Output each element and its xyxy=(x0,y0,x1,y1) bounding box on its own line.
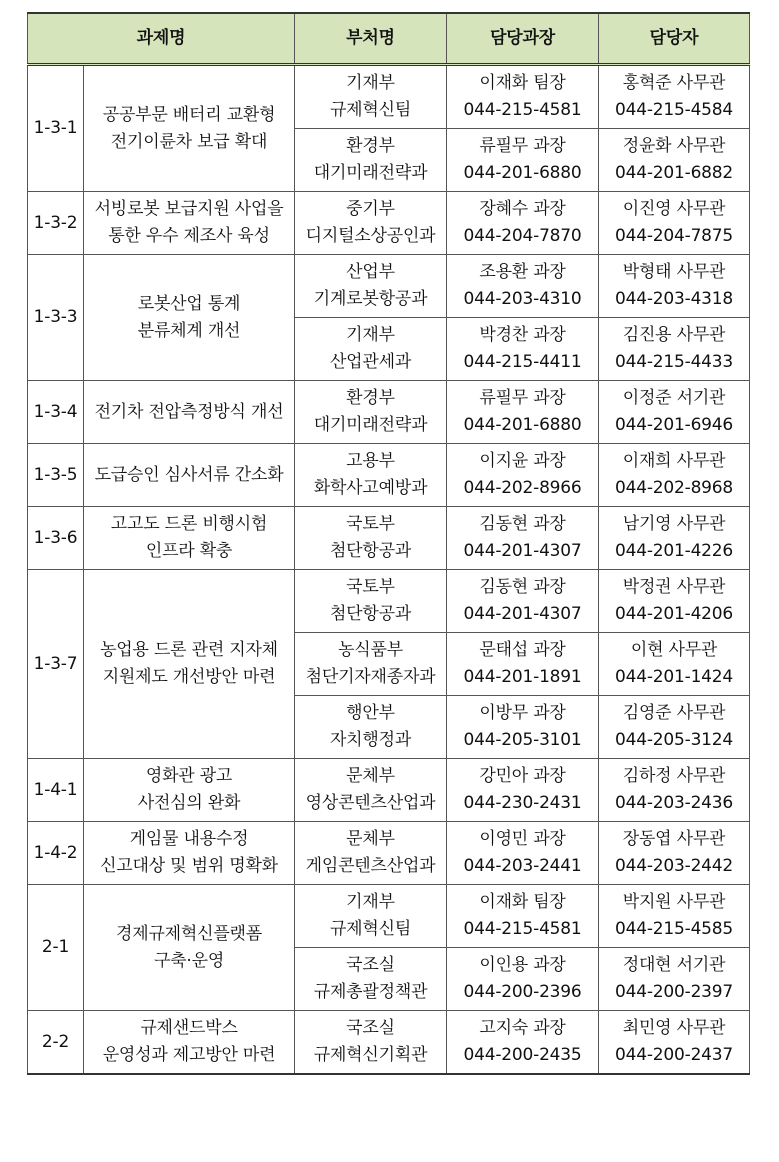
staff-cell-line: 044-200-2397 xyxy=(615,982,734,1002)
staff-cell-line: 044-201-1424 xyxy=(615,667,734,687)
director-cell-line: 044-201-4307 xyxy=(463,541,582,561)
ministry-cell xyxy=(295,885,447,948)
staff-cell xyxy=(599,1011,750,1075)
task-name xyxy=(84,255,295,381)
staff-cell-line: 044-215-4584 xyxy=(615,100,734,120)
ministry-cell-line: 기재부 xyxy=(346,73,395,93)
director-cell-line: 조용환 과장 xyxy=(479,262,566,282)
director-cell xyxy=(447,633,599,696)
ministry-cell-line: 환경부 xyxy=(346,388,395,408)
director-cell xyxy=(447,822,599,885)
staff-cell-line: 044-202-8968 xyxy=(615,478,734,498)
header-ministry: 부처명 xyxy=(295,13,447,65)
staff-cell-line: 044-204-7875 xyxy=(615,226,734,246)
ministry-cell-line: 기재부 xyxy=(346,325,395,345)
task-code: 1-3-6 xyxy=(28,507,84,570)
task-name xyxy=(84,1011,295,1075)
staff-cell-line: 이재희 사무관 xyxy=(622,451,726,471)
task-name-line: 경제규제혁신플랫폼 xyxy=(116,923,262,944)
table-row xyxy=(28,381,750,444)
director-cell-line: 류필무 과장 xyxy=(479,388,566,408)
staff-cell-line: 044-215-4433 xyxy=(615,352,734,372)
header-director: 담당과장 xyxy=(447,13,599,65)
staff-cell-line: 044-201-4226 xyxy=(615,541,734,561)
director-cell xyxy=(447,381,599,444)
staff-cell-line: 장동엽 사무관 xyxy=(622,829,726,849)
task-code: 1-4-1 xyxy=(28,759,84,822)
ministry-cell-line: 첨단항공과 xyxy=(329,541,412,561)
staff-cell xyxy=(599,65,750,129)
task-code: 2-1 xyxy=(28,885,84,1011)
staff-cell xyxy=(599,759,750,822)
staff-cell-line: 김진용 사무관 xyxy=(622,325,726,345)
task-code: 1-3-5 xyxy=(28,444,84,507)
director-cell-line: 044-201-1891 xyxy=(463,667,582,687)
ministry-cell xyxy=(295,696,447,759)
ministry-cell xyxy=(295,381,447,444)
director-cell-line: 044-200-2396 xyxy=(463,982,582,1002)
table-row xyxy=(28,885,750,948)
ministry-cell xyxy=(295,948,447,1011)
table-row xyxy=(28,255,750,318)
table-row xyxy=(28,444,750,507)
ministry-cell-line: 환경부 xyxy=(346,136,395,156)
staff-cell-line: 박지원 사무관 xyxy=(622,892,726,912)
ministry-cell xyxy=(295,633,447,696)
ministry-cell-line: 기계로봇항공과 xyxy=(313,289,428,309)
staff-cell xyxy=(599,255,750,318)
ministry-cell xyxy=(295,192,447,255)
ministry-cell-line: 산업관세과 xyxy=(329,352,412,372)
director-cell-line: 고지숙 과장 xyxy=(479,1018,566,1038)
director-cell xyxy=(447,570,599,633)
header-staff: 담당자 xyxy=(599,13,750,65)
ministry-cell xyxy=(295,444,447,507)
staff-cell-line: 박정권 사무관 xyxy=(622,577,726,597)
staff-cell-line: 044-201-6882 xyxy=(615,163,734,183)
director-cell xyxy=(447,507,599,570)
director-cell-line: 문태섭 과장 xyxy=(479,640,566,660)
staff-cell-line: 044-203-2442 xyxy=(615,856,734,876)
ministry-cell xyxy=(295,318,447,381)
task-name xyxy=(84,507,295,570)
staff-cell-line: 남기영 사무관 xyxy=(622,514,726,534)
ministry-cell-line: 국토부 xyxy=(346,514,395,534)
ministry-cell-line: 규제혁신팀 xyxy=(329,919,412,939)
ministry-cell xyxy=(295,507,447,570)
table-row xyxy=(28,65,750,129)
director-cell-line: 044-215-4581 xyxy=(463,919,582,939)
ministry-cell xyxy=(295,570,447,633)
table-row xyxy=(28,192,750,255)
task-name-line: 고고도 드론 비행시험 xyxy=(110,514,268,534)
task-name-line: 규제샌드박스 xyxy=(140,1018,238,1038)
ministry-cell xyxy=(295,129,447,192)
staff-cell-line: 최민영 사무관 xyxy=(622,1018,726,1038)
task-name xyxy=(84,381,295,444)
director-cell-line: 김동현 과장 xyxy=(479,577,566,597)
task-name-line: 운영성과 제고방안 마련 xyxy=(102,1045,276,1065)
staff-cell-line: 정윤화 사무관 xyxy=(622,136,726,156)
task-name-line: 서빙로봇 보급지원 사업을 xyxy=(94,199,284,219)
staff-cell xyxy=(599,696,750,759)
staff-cell xyxy=(599,381,750,444)
director-cell-line: 장혜수 과장 xyxy=(479,199,566,219)
director-cell-line: 이방무 과장 xyxy=(479,703,566,723)
director-cell-line: 이영민 과장 xyxy=(479,829,566,849)
director-cell xyxy=(447,192,599,255)
task-name xyxy=(84,570,295,759)
task-code: 1-4-2 xyxy=(28,822,84,885)
task-name-line: 통한 우수 제조사 육성 xyxy=(108,226,270,246)
task-name xyxy=(84,192,295,255)
ministry-cell-line: 화학사고예방과 xyxy=(313,478,428,498)
director-cell-line: 이지윤 과장 xyxy=(479,451,566,471)
director-cell-line: 044-200-2435 xyxy=(463,1045,582,1065)
ministry-cell-line: 자치행정과 xyxy=(329,730,412,750)
staff-cell-line: 044-205-3124 xyxy=(615,730,734,750)
director-cell-line: 044-230-2431 xyxy=(463,793,582,813)
table-row xyxy=(28,759,750,822)
director-cell-line: 044-215-4411 xyxy=(463,352,582,372)
task-name-line: 분류체계 개선 xyxy=(137,320,241,341)
staff-cell-line: 044-201-4206 xyxy=(615,604,734,624)
ministry-cell-line: 국조실 xyxy=(346,1018,395,1038)
staff-cell xyxy=(599,570,750,633)
task-name-line: 공공부문 배터리 교환형 xyxy=(102,104,276,125)
contact-table xyxy=(27,12,750,1075)
staff-cell-line: 홍혁준 사무관 xyxy=(622,73,726,93)
table-row xyxy=(28,1011,750,1075)
director-cell xyxy=(447,1011,599,1075)
ministry-cell-line: 규제총괄정책관 xyxy=(313,982,428,1002)
header-row xyxy=(28,13,750,65)
director-cell-line: 류필무 과장 xyxy=(479,136,566,156)
director-cell xyxy=(447,129,599,192)
ministry-cell-line: 중기부 xyxy=(346,199,395,219)
staff-cell-line: 이진영 사무관 xyxy=(622,199,726,219)
task-name xyxy=(84,444,295,507)
task-name xyxy=(84,885,295,1011)
ministry-cell-line: 문체부 xyxy=(346,829,395,849)
task-code: 1-3-7 xyxy=(28,570,84,759)
director-cell xyxy=(447,255,599,318)
ministry-cell-line: 첨단항공과 xyxy=(329,604,412,624)
ministry-cell-line: 행안부 xyxy=(346,703,395,723)
director-cell-line: 044-215-4581 xyxy=(463,100,582,120)
task-name-line: 전기이륜차 보급 확대 xyxy=(110,131,268,152)
director-cell xyxy=(447,948,599,1011)
staff-cell-line: 044-201-6946 xyxy=(615,415,734,435)
director-cell-line: 강민아 과장 xyxy=(479,766,566,786)
task-code: 1-3-2 xyxy=(28,192,84,255)
header-task: 과제명 xyxy=(28,13,295,65)
task-name-line: 게임물 내용수정 xyxy=(129,829,249,849)
ministry-cell-line: 문체부 xyxy=(346,766,395,786)
staff-cell xyxy=(599,885,750,948)
task-name-line: 사전심의 완화 xyxy=(137,793,241,813)
task-name-line: 구축·운영 xyxy=(153,950,225,971)
director-cell-line: 044-203-4310 xyxy=(463,289,582,309)
staff-cell xyxy=(599,948,750,1011)
ministry-cell-line: 대기미래전략과 xyxy=(313,415,428,435)
staff-cell-line: 044-203-4318 xyxy=(615,289,734,309)
staff-cell xyxy=(599,444,750,507)
task-name-line: 지원제도 개선방안 마련 xyxy=(102,667,276,687)
director-cell xyxy=(447,318,599,381)
ministry-cell-line: 농식품부 xyxy=(338,640,403,660)
director-cell-line: 044-201-4307 xyxy=(463,604,582,624)
staff-cell-line: 044-215-4585 xyxy=(615,919,734,939)
ministry-cell xyxy=(295,822,447,885)
director-cell xyxy=(447,885,599,948)
ministry-cell-line: 규제혁신팀 xyxy=(329,100,412,120)
staff-cell xyxy=(599,633,750,696)
staff-cell-line: 정대현 서기관 xyxy=(622,955,726,975)
staff-cell-line: 이정준 서기관 xyxy=(622,388,726,408)
staff-cell-line: 김하정 사무관 xyxy=(622,766,726,786)
task-name xyxy=(84,822,295,885)
task-code: 1-3-3 xyxy=(28,255,84,381)
ministry-cell-line: 대기미래전략과 xyxy=(313,163,428,183)
ministry-cell-line: 영상콘텐츠산업과 xyxy=(305,793,436,813)
task-name xyxy=(84,65,295,192)
staff-cell xyxy=(599,822,750,885)
director-cell-line: 044-204-7870 xyxy=(463,226,582,246)
task-name-line: 농업용 드론 관련 지자체 xyxy=(100,640,278,660)
staff-cell-line: 044-203-2436 xyxy=(615,793,734,813)
task-name-line: 영화관 광고 xyxy=(145,766,233,786)
task-name-line: 인프라 확충 xyxy=(145,541,233,561)
director-cell-line: 이재화 팀장 xyxy=(479,73,566,93)
director-cell-line: 044-202-8966 xyxy=(463,478,582,498)
staff-cell xyxy=(599,318,750,381)
director-cell-line: 이인용 과장 xyxy=(479,955,566,975)
staff-cell-line: 044-200-2437 xyxy=(615,1045,734,1065)
ministry-cell-line: 국조실 xyxy=(346,955,395,975)
table-body xyxy=(28,65,750,1075)
task-code: 1-3-4 xyxy=(28,381,84,444)
director-cell xyxy=(447,759,599,822)
table-row xyxy=(28,822,750,885)
task-code: 1-3-1 xyxy=(28,65,84,192)
ministry-cell-line: 첨단기자재종자과 xyxy=(305,667,436,687)
task-code: 2-2 xyxy=(28,1011,84,1075)
ministry-cell xyxy=(295,1011,447,1075)
task-name-line: 도급승인 심사서류 간소화 xyxy=(94,464,284,485)
task-name-line: 전기차 전압측정방식 개선 xyxy=(94,401,284,422)
ministry-cell-line: 기재부 xyxy=(346,892,395,912)
task-name-line: 신고대상 및 범위 명확화 xyxy=(100,856,278,876)
ministry-cell-line: 산업부 xyxy=(346,262,395,282)
ministry-cell-line: 규제혁신기획관 xyxy=(313,1045,428,1065)
director-cell-line: 044-205-3101 xyxy=(463,730,582,750)
table-row xyxy=(28,570,750,633)
staff-cell-line: 김영준 사무관 xyxy=(622,703,726,723)
ministry-cell-line: 고용부 xyxy=(346,451,395,471)
director-cell-line: 044-201-6880 xyxy=(463,415,582,435)
task-name xyxy=(84,759,295,822)
director-cell xyxy=(447,444,599,507)
ministry-cell xyxy=(295,759,447,822)
ministry-cell-line: 게임콘텐츠산업과 xyxy=(305,856,436,876)
staff-cell xyxy=(599,507,750,570)
director-cell-line: 044-203-2441 xyxy=(463,856,582,876)
table-row xyxy=(28,507,750,570)
ministry-cell xyxy=(295,255,447,318)
staff-cell-line: 이현 사무관 xyxy=(630,640,718,660)
director-cell-line: 박경찬 과장 xyxy=(479,325,566,345)
ministry-cell-line: 디지털소상공인과 xyxy=(305,226,436,246)
staff-cell xyxy=(599,129,750,192)
task-name-line: 로봇산업 통계 xyxy=(137,293,241,314)
director-cell-line: 김동현 과장 xyxy=(479,514,566,534)
director-cell xyxy=(447,696,599,759)
director-cell-line: 이재화 팀장 xyxy=(479,892,566,912)
staff-cell xyxy=(599,192,750,255)
director-cell-line: 044-201-6880 xyxy=(463,163,582,183)
staff-cell-line: 박형태 사무관 xyxy=(622,262,726,282)
director-cell xyxy=(447,65,599,129)
ministry-cell xyxy=(295,65,447,129)
ministry-cell-line: 국토부 xyxy=(346,577,395,597)
